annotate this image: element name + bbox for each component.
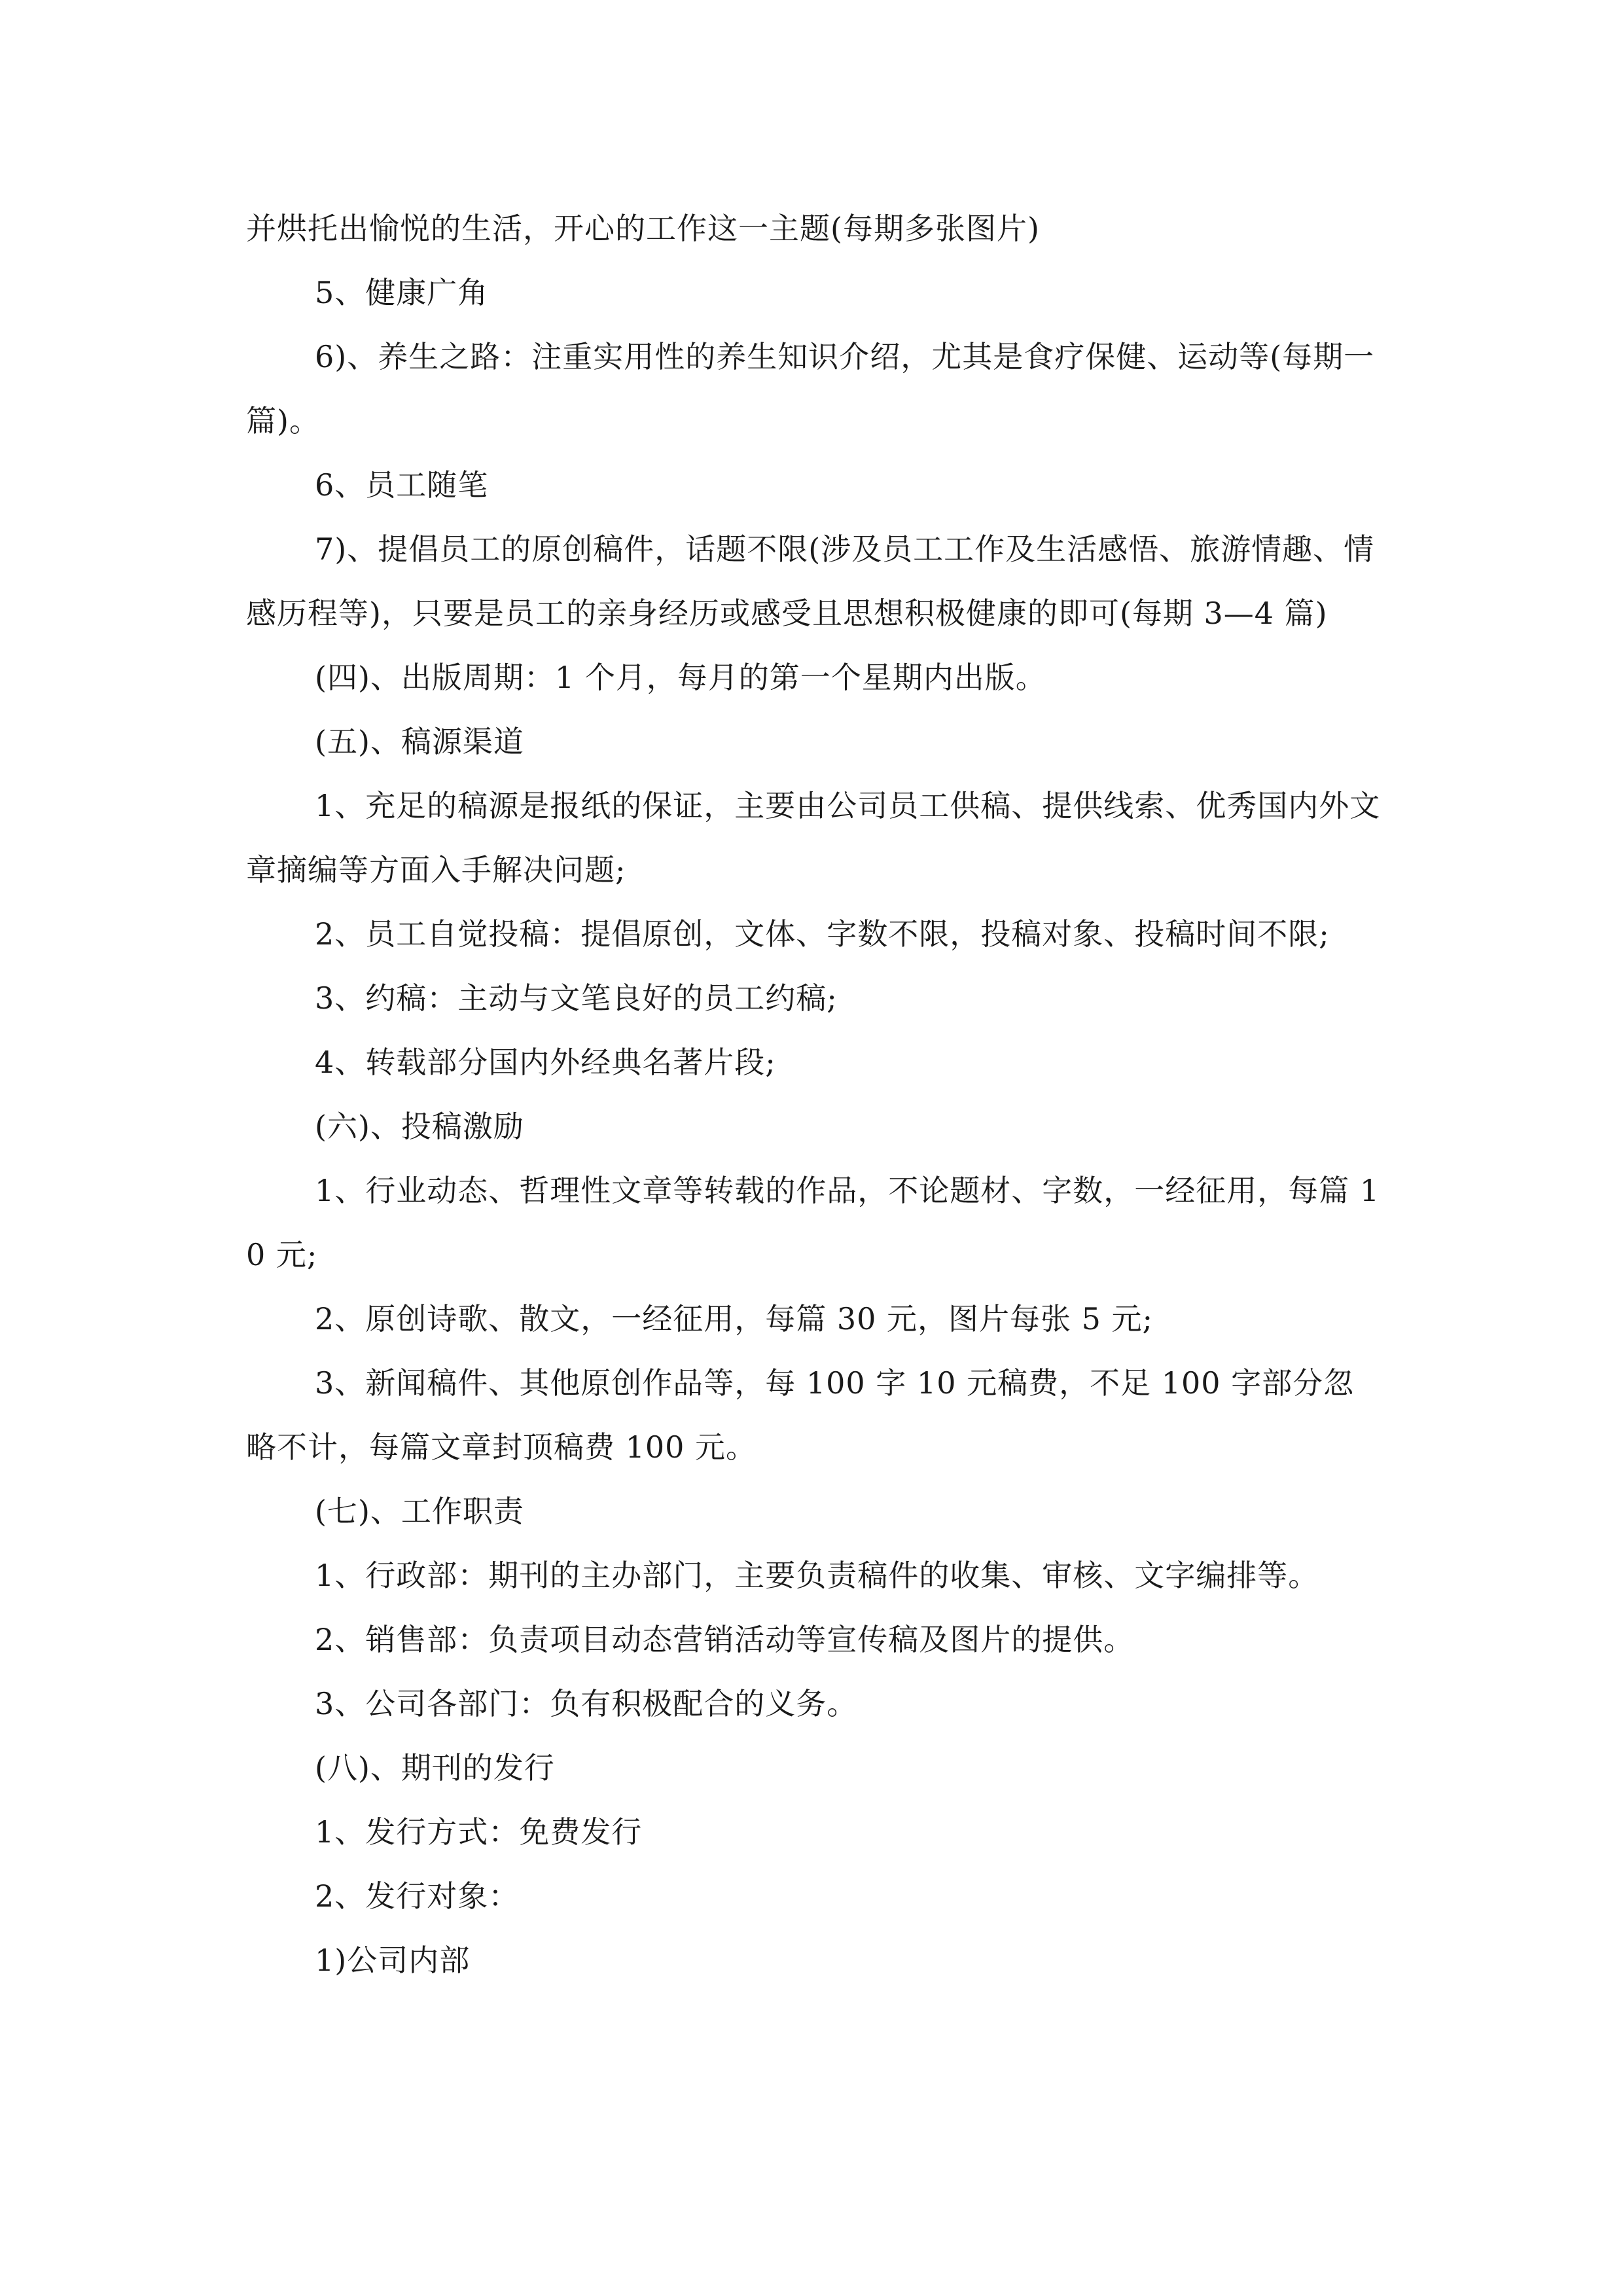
paragraph-continuation: 并烘托出愉悦的生活，开心的工作这一主题(每期多张图片) — [246, 211, 1040, 246]
paragraph-original-submissions: 7)、提倡员工的原创稿件，话题不限(涉及员工工作及生活感悟、旅游情趣、情感历程等)，只要是员工的亲身经历或感受且思想积极健康的即可(每期 3—4 篇) — [246, 531, 1375, 631]
paragraph-source-4: 4、转载部分国内外经典名著片段; — [315, 1045, 776, 1080]
paragraph-responsibility-2: 2、销售部：负责项目动态营销活动等宣传稿及图片的提供。 — [315, 1622, 1135, 1657]
paragraph-incentive-3: 3、新闻稿件、其他原创作品等，每 100 字 10 元稿费，不足 100 字部分忽略不计，每篇文章封顶稿费 100 元。 — [246, 1365, 1355, 1465]
paragraph-distribution-target: 2、发行对象： — [315, 1878, 520, 1914]
heading-staff-essays: 6、员工随笔 — [315, 467, 489, 503]
paragraph-source-1: 1、充足的稿源是报纸的保证，主要由公司员工供稿、提供线索、优秀国内外文章摘编等方面入手解决问题; — [246, 788, 1381, 888]
heading-incentives: (六)、投稿激励 — [315, 1109, 524, 1144]
paragraph-internal: 1)公司内部 — [315, 1943, 471, 1978]
document-body — [246, 196, 1385, 1992]
paragraph-source-3: 3、约稿：主动与文笔良好的员工约稿; — [315, 980, 838, 1016]
heading-sources: (五)、稿源渠道 — [315, 724, 524, 759]
paragraph-incentive-2: 2、原创诗歌、散文，一经征用，每篇 30 元，图片每张 5 元; — [315, 1301, 1154, 1336]
paragraph-incentive-1: 1、行业动态、哲理性文章等转载的作品，不论题材、字数，一经征用，每篇 10 元; — [246, 1173, 1380, 1272]
heading-distribution: (八)、期刊的发行 — [315, 1750, 555, 1785]
paragraph-wellness: 6)、养生之路：注重实用性的养生知识介绍，尤其是食疗保健、运动等(每期一篇)。 — [246, 339, 1375, 439]
paragraph-responsibility-1: 1、行政部：期刊的主办部门，主要负责稿件的收集、审核、文字编排等。 — [315, 1558, 1319, 1593]
heading-health: 5、健康广角 — [315, 275, 489, 310]
paragraph-responsibility-3: 3、公司各部门：负有积极配合的义务。 — [315, 1686, 858, 1721]
paragraph-source-2: 2、员工自觉投稿：提倡原创，文体、字数不限，投稿对象、投稿时间不限; — [315, 916, 1330, 952]
paragraph-distribution-method: 1、发行方式：免费发行 — [315, 1814, 643, 1850]
heading-publication-cycle: (四)、出版周期：1 个月，每月的第一个星期内出版。 — [315, 660, 1046, 695]
heading-responsibilities: (七)、工作职责 — [315, 1494, 524, 1529]
